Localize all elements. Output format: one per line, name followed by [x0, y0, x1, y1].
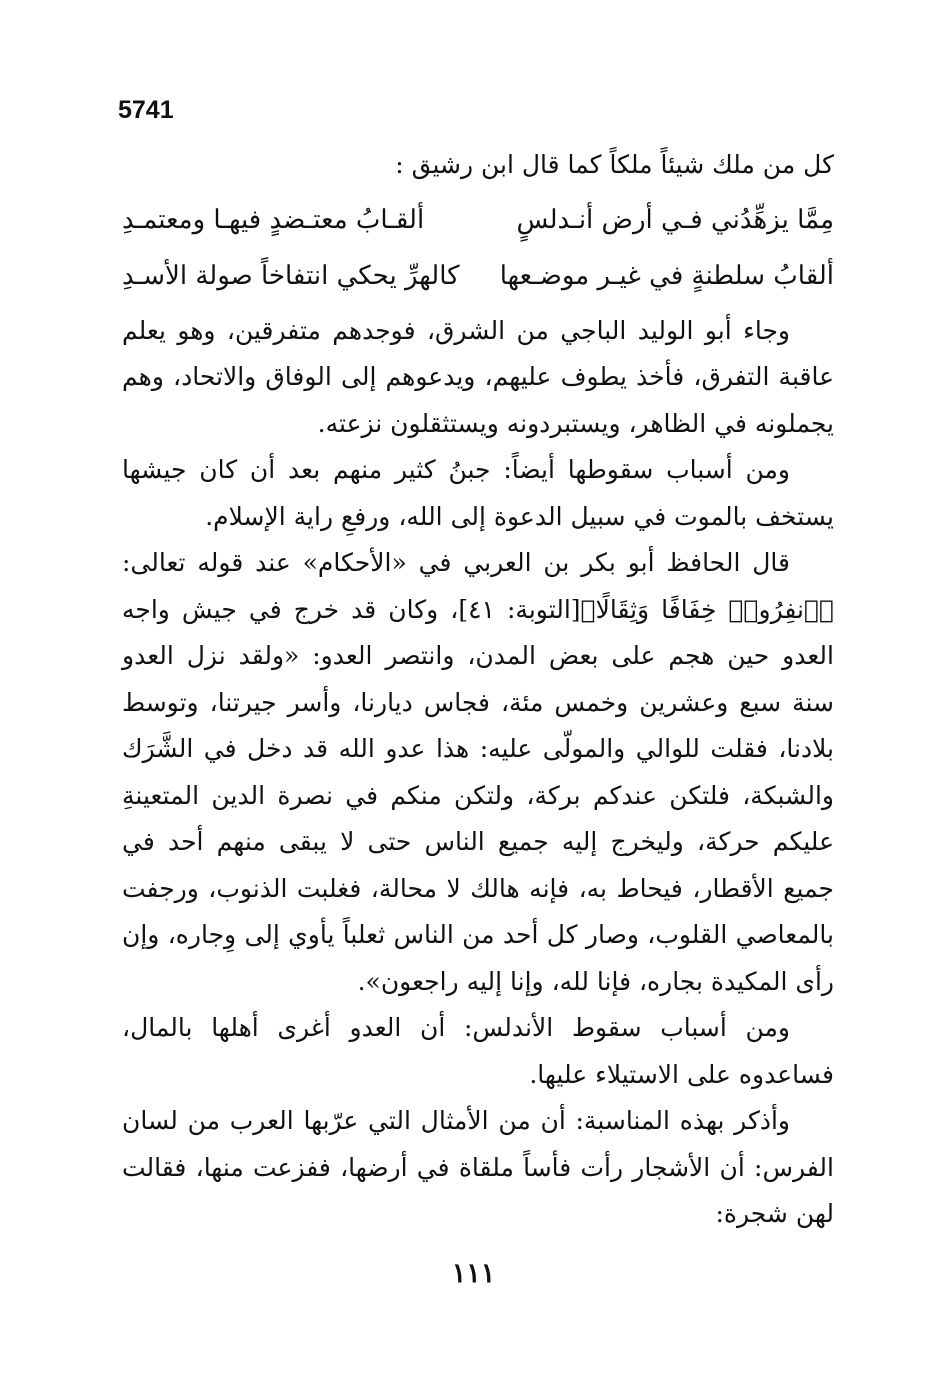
paragraph-ibn-al-arabi-quote: قال الحافظ أبو بكر بن العربي في «الأحكام» عند قوله تعالى: ﴿ٱنفِرُوا۟ خِفَافًا وَثِقَالًا﴾[التوبة: ٤١]، وكان قد خرج في جيش واجه العدو حين هجم على بعض المدن، وانتصر العدو: «ولقد نزل العدو سنة سبع وعشرين وخمس مئة، فجاس ديارنا، وأسر جيرتنا، وتوسط بلادنا، فقلت للوالي والمولّى عليه: هذا عدو الله قد دخل في الشَّرَك والشبكة، فلتكن عندكم بركة، ولتكن منكم في نصرة الدين المتعينةِ عليكم حركة، وليخرج إليه جميع الناس حتى لا يبقى منهم أحد في جميع الأقطار، فيحاط به، فإنه هالك لا محالة، فغلبت الذنوب، ورجفت بالمعاصي القلوب، وصار كل أحد من الناس ثعلباً يأوي إلى وِجاره، وإن رأى المكيدة بجاره، فإنا لله، وإنا إليه راجعون». [122, 548, 834, 996]
verse-2 [122, 248, 834, 304]
paragraph-baji: وجاء أبو الوليد الباجي من الشرق، فوجدهم متفرقين، وهو يعلم عاقبة التفرق، فأخذ يطوف عليهم، ويدعوهم إلى الوفاق والاتحاد، وهم يجملونه في الظاهر، ويستبردونه ويستثقلون نزعته. [122, 315, 834, 438]
paragraph-proverb: وأذكر بهذه المناسبة: أن من الأمثال التي عرّبها العرب من لسان الفرس: أن الأشجار رأت فأساً ملقاة في أرضها، ففزعت منها، فقالت لهن شجرة: [122, 1106, 834, 1228]
poem-verses [122, 192, 834, 304]
page-number: ١١١ [451, 1258, 496, 1289]
verse-2-first-hemistich: ألقابُ سلطنةٍ في غيـر موضـعها [499, 260, 834, 291]
paragraph-cowardice: ومن أسباب سقوطها أيضاً: جبنُ كثير منهم بعد أن كان جيشها يستخف بالموت في سبيل الدعوة إلى الله، ورفعِ راية الإسلام. [122, 455, 834, 531]
page-body [122, 142, 834, 1238]
intro-line: كل من ملك شيئاً ملكاً كما قال ابن رشيق : [395, 150, 834, 179]
page-id: 5741 [118, 96, 174, 124]
verse-1-first-hemistich: مِمَّا يزهِّدُني فـي أرض أنـدلسٍ [516, 204, 834, 235]
paragraph-bribery: ومن أسباب سقوط الأندلس: أن العدو أغرى أهلها بالمال، فساعدوه على الاستيلاء عليها. [122, 1013, 834, 1089]
verse-1-second-hemistich: ألقـابُ معتـضدٍ فيهـا ومعتمـدِ [122, 204, 425, 235]
verse-2-second-hemistich: كالهرِّ يحكي انتفاخاً صولة الأسـدِ [122, 260, 460, 291]
verse-1 [122, 192, 834, 248]
